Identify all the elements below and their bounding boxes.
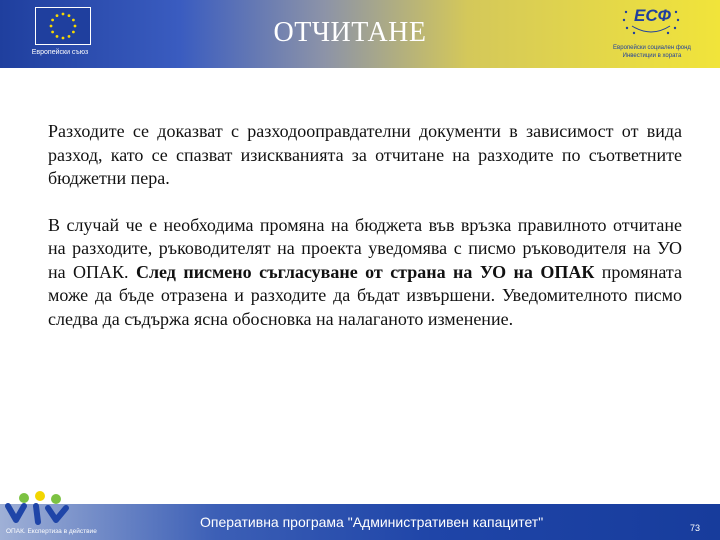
- esf-caption: [596, 44, 708, 60]
- eu-logo: [10, 5, 110, 60]
- esf-mark-text: ЕСФ: [634, 6, 671, 25]
- paragraph-budget-change-text-2: промяната може да бъде отразена и разходите да бъдат извършени. Уведомителното писмо следва да съдържа ясна обосновка на налаганото изменение.: [48, 261, 682, 329]
- slide-title: ОТЧИТАНЕ: [273, 17, 427, 48]
- page-number: 73: [690, 523, 701, 533]
- eu-caption: Европейски съюз: [31, 49, 89, 56]
- slide-footer: [0, 490, 720, 540]
- esf-logo: [596, 2, 708, 64]
- eu-flag-icon: [35, 7, 91, 45]
- paragraph-reporting-documents: Разходите се доказват с разходооправдателни документи в зависимост от вида разход, като се спазват изискванията за отчитане на разходите по съответните бюджетни пера.: [48, 121, 682, 188]
- opak-caption: ОПАК. Експертиза в действие: [6, 528, 97, 535]
- opak-figures-icon: [2, 490, 80, 528]
- paragraph-budget-change: [48, 214, 682, 332]
- paragraph-budget-change-text-1: В случай че е необходима промяна на бюджета във връзка правилното отчитане на разходите, ръководителят на проекта уведомява с писмо ръководителя на УО на ОПАК.: [48, 214, 682, 282]
- opak-logo: [2, 490, 97, 535]
- esf-caption-line2: Инвестиции в хората: [622, 53, 682, 59]
- esf-caption-line1: Европейски социален фонд: [613, 45, 691, 51]
- slide-header: [0, 0, 720, 68]
- paragraph-budget-change-bold: След писмено съгласуване от страна на УО на ОПАК: [135, 261, 595, 282]
- program-name: Оперативна програма "Административен капацитет": [200, 514, 544, 530]
- slide-body: [48, 120, 682, 331]
